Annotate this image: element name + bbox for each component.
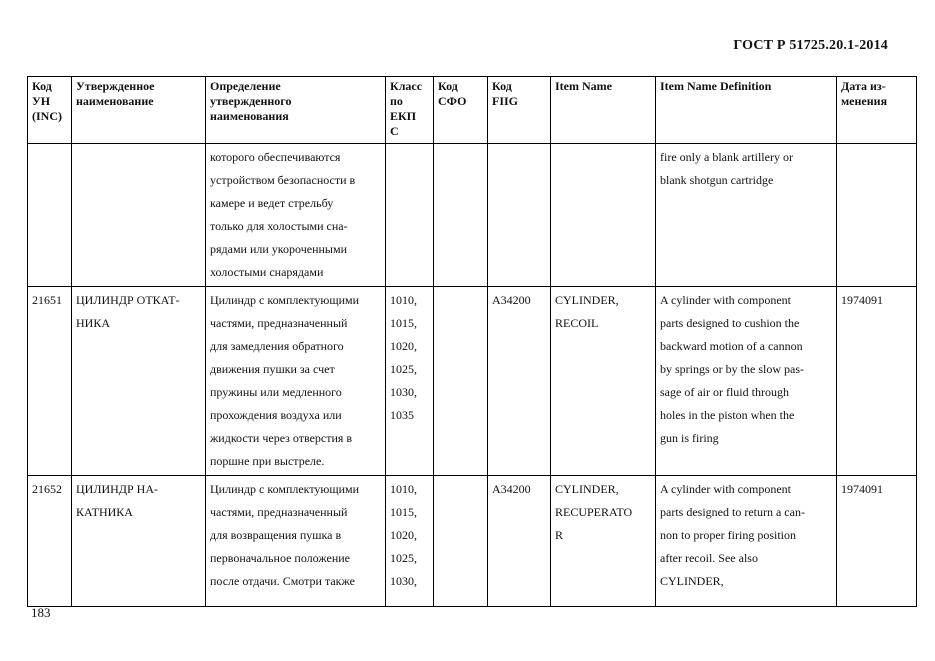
- text-line: fire only a blank artillery or: [660, 150, 793, 164]
- column-header-approved-name: [72, 77, 206, 144]
- text-line: после отдачи. Смотри также: [210, 574, 355, 588]
- text-line: holes in the piston when the: [660, 408, 795, 422]
- column-header-item-name: [551, 77, 656, 144]
- text-line: которого обеспечиваются: [210, 150, 341, 164]
- text-line: 21651: [32, 293, 62, 307]
- cell-approved-name: [72, 144, 206, 287]
- text-line: 1030,: [390, 385, 417, 399]
- text-line: 1020,: [390, 339, 417, 353]
- cell-inc: [28, 287, 72, 476]
- cell-fiig: A34200: [488, 476, 551, 607]
- text-line: 1015,: [390, 316, 417, 330]
- text-line: Item Name Definition: [660, 79, 772, 93]
- cell-item-name: [551, 287, 656, 476]
- text-line: поршне при выстреле.: [210, 454, 325, 468]
- text-line: sage of air or fluid through: [660, 385, 789, 399]
- cell-sfo: [434, 476, 488, 607]
- column-header-definition: [206, 77, 386, 144]
- table-row: [28, 476, 917, 607]
- cell-sfo: [434, 144, 488, 287]
- catalog-table: [27, 76, 917, 607]
- text-line: утвержденного: [210, 94, 292, 108]
- text-line: blank shotgun cartridge: [660, 173, 774, 187]
- text-line: parts designed to return a can-: [660, 505, 805, 519]
- column-header-inc: [28, 77, 72, 144]
- column-header-change-date: [837, 77, 917, 144]
- text-line: 1010,: [390, 293, 417, 307]
- text-line: НИКА: [76, 316, 111, 330]
- text-line: движения пушки за счет: [210, 362, 335, 376]
- cell-fiig: [488, 144, 551, 287]
- column-header-sfo: [434, 77, 488, 144]
- text-line: (INC): [32, 109, 62, 123]
- column-header-item-definition: [656, 77, 837, 144]
- cell-change-date: [837, 144, 917, 287]
- text-line: УН: [32, 94, 51, 108]
- text-line: A cylinder with component: [660, 482, 791, 496]
- text-line: 1015,: [390, 505, 417, 519]
- cell-class: [386, 476, 434, 607]
- text-line: 1025,: [390, 551, 417, 565]
- cell-class: [386, 287, 434, 476]
- cell-item-name: [551, 144, 656, 287]
- text-line: менения: [841, 94, 888, 108]
- text-line: Дата из-: [841, 79, 886, 93]
- page-number: 183: [31, 605, 51, 620]
- text-line: Утвержденное: [76, 79, 155, 93]
- text-line: Код: [32, 79, 52, 93]
- text-line: 1030,: [390, 574, 417, 588]
- text-line: ЕКП: [390, 109, 417, 123]
- text-line: Класс: [390, 79, 423, 93]
- cell-item-definition: [656, 144, 837, 287]
- cell-inc: [28, 476, 72, 607]
- text-line: КАТНИКА: [76, 505, 133, 519]
- text-line: С: [390, 124, 399, 138]
- cell-item-name: [551, 476, 656, 607]
- text-line: RECOIL: [555, 316, 599, 330]
- text-line: parts designed to cushion the: [660, 316, 800, 330]
- text-line: 1025,: [390, 362, 417, 376]
- text-line: by springs or by the slow pas-: [660, 362, 804, 376]
- cell-item-definition: [656, 287, 837, 476]
- text-line: 21652: [32, 482, 62, 496]
- text-line: Цилиндр с комплектующими: [210, 482, 360, 496]
- text-line: CYLINDER,: [555, 482, 619, 496]
- text-line: 1010,: [390, 482, 417, 496]
- text-line: backward motion of a cannon: [660, 339, 803, 353]
- cell-approved-name: [72, 287, 206, 476]
- text-line: 1020,: [390, 528, 417, 542]
- table-row: [28, 144, 917, 287]
- text-line: after recoil. See also: [660, 551, 758, 565]
- text-line: наименования: [210, 109, 289, 123]
- text-line: первоначальное положение: [210, 551, 351, 565]
- text-line: Item Name: [555, 79, 612, 93]
- text-line: gun is firing: [660, 431, 719, 445]
- text-line: для замедления обратного: [210, 339, 344, 353]
- text-line: Код: [492, 79, 512, 93]
- table-header-row: [28, 77, 917, 144]
- text-line: холостыми снарядами: [210, 265, 324, 279]
- text-line: ЦИЛИНДР НА-: [76, 482, 158, 496]
- cell-definition: [206, 287, 386, 476]
- text-line: FIIG: [492, 94, 519, 108]
- text-line: CYLINDER,: [660, 574, 724, 588]
- text-line: CYLINDER,: [555, 293, 619, 307]
- text-line: камере и ведет стрельбу: [210, 196, 334, 210]
- cell-sfo: [434, 287, 488, 476]
- text-line: пружины или медленного: [210, 385, 342, 399]
- text-line: A cylinder with component: [660, 293, 791, 307]
- text-line: по: [390, 94, 403, 108]
- text-line: частями, предназначенный: [210, 316, 348, 330]
- cell-change-date: 1974091: [837, 476, 917, 607]
- column-header-fiig: [488, 77, 551, 144]
- cell-inc: [28, 144, 72, 287]
- text-line: Определение: [210, 79, 281, 93]
- text-line: non to proper firing position: [660, 528, 796, 542]
- cell-definition: [206, 144, 386, 287]
- column-header-class: [386, 77, 434, 144]
- text-line: наименование: [76, 94, 154, 108]
- text-line: R: [555, 528, 564, 542]
- text-line: СФО: [438, 94, 467, 108]
- text-line: 1035: [390, 408, 414, 422]
- text-line: жидкости через отверстия в: [210, 431, 353, 445]
- document-standard-code: ГОСТ Р 51725.20.1-2014: [733, 38, 888, 53]
- text-line: устройством безопасности в: [210, 173, 356, 187]
- text-line: только для холостыми сна-: [210, 219, 348, 233]
- text-line: для возвращения пушка в: [210, 528, 342, 542]
- cell-definition: [206, 476, 386, 607]
- text-line: Код: [438, 79, 458, 93]
- text-line: рядами или укороченными: [210, 242, 347, 256]
- text-line: RECUPERATO: [555, 505, 633, 519]
- text-line: прохождения воздуха или: [210, 408, 342, 422]
- cell-change-date: 1974091: [837, 287, 917, 476]
- text-line: частями, предназначенный: [210, 505, 348, 519]
- cell-class: [386, 144, 434, 287]
- text-line: Цилиндр с комплектующими: [210, 293, 360, 307]
- table-row: [28, 287, 917, 476]
- cell-item-definition: [656, 476, 837, 607]
- text-line: ЦИЛИНДР ОТКАТ-: [76, 293, 180, 307]
- cell-fiig: A34200: [488, 287, 551, 476]
- cell-approved-name: [72, 476, 206, 607]
